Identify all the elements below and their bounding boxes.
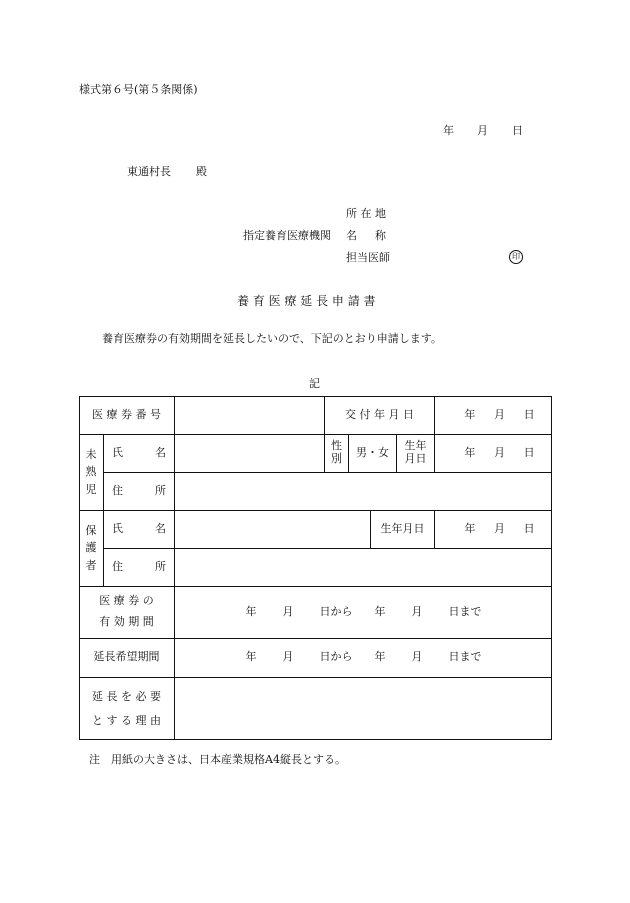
issue-date-label: 交 付 年 月 日 (345, 407, 414, 421)
address-label: 所 在 地 (346, 207, 386, 220)
issue-month: 月 (493, 407, 505, 421)
reason-label: 延 長 を 必 要 と す る 理 由 (92, 690, 161, 727)
issue-date-field[interactable] (435, 396, 552, 434)
infant-address-label: 住 所 (112, 483, 166, 497)
reason-field[interactable] (175, 677, 552, 740)
date-day: 日 (512, 124, 523, 137)
ticket-number-field[interactable] (175, 396, 324, 434)
guardian-group-label: 保 護 者 (85, 524, 97, 572)
ki-label: 記 (309, 377, 320, 390)
seal-icon: 印 (509, 250, 523, 264)
extension-label: 延長希望期間 (93, 650, 160, 664)
doctor-label: 担当医師 (346, 251, 390, 264)
guardian-birth-label: 生年月日 (380, 521, 425, 535)
issue-year: 年 (464, 407, 476, 421)
intro-text: 養育医療券の有効期間を延長したいので、下記のとおり申請します。 (102, 332, 442, 345)
gender-label: 性 別 (331, 439, 342, 465)
addressee-name: 東通村長 (127, 165, 171, 178)
infant-birth-label: 生年 月日 (404, 439, 427, 465)
guardian-address-label: 住 所 (112, 559, 166, 573)
name-label: 名 称 (346, 229, 386, 242)
infant-group-label: 未 熟 児 (85, 448, 97, 496)
footnote: 注 用紙の大きさは、日本産業規格A4縦長とする。 (89, 753, 346, 766)
guardian-birth-field[interactable]: 年 月 日 (464, 521, 535, 535)
extension-field[interactable]: 年 月 日から 年 月 日まで (245, 650, 482, 664)
date-month: 月 (477, 124, 488, 137)
infant-name-field[interactable] (175, 434, 324, 472)
gender-field[interactable]: 男・女 (356, 445, 389, 459)
validity-label: 医 療 券 の 有 効 期 間 (99, 594, 154, 628)
infant-address-field[interactable] (175, 472, 552, 510)
ticket-number-label: 医 療 券 番 号 (92, 407, 161, 421)
addressee-honorific: 殿 (196, 165, 207, 178)
form-number: 様式第６号(第５条関係) (79, 83, 198, 96)
org-label: 指定養育医療機関 (243, 229, 331, 242)
guardian-name-label: 氏 名 (112, 521, 166, 535)
guardian-name-field[interactable] (175, 510, 370, 548)
infant-name-label: 氏 名 (112, 445, 166, 459)
document-title: 養 育 医 療 延 長 申 請 書 (237, 294, 376, 308)
infant-birth-field[interactable]: 年 月 日 (464, 445, 535, 459)
application-table (79, 396, 552, 740)
issue-day: 日 (523, 407, 535, 421)
date-year: 年 (443, 124, 454, 137)
guardian-address-field[interactable] (175, 548, 552, 586)
validity-field[interactable]: 年 月 日から 年 月 日まで (245, 604, 482, 618)
